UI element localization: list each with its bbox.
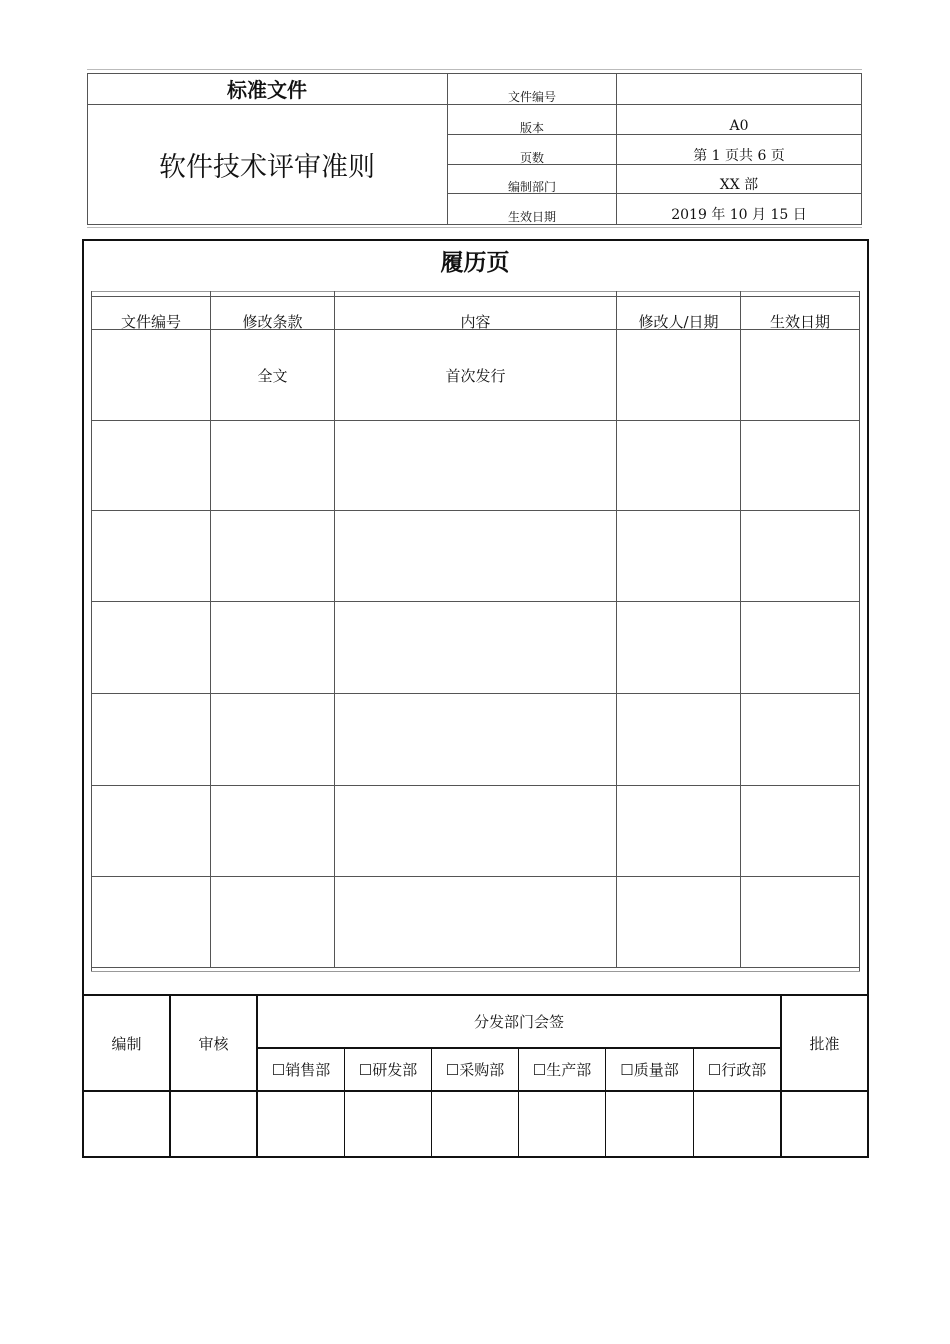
col-header-effective-date: 生效日期 (769, 312, 830, 331)
table-cell (741, 330, 859, 420)
value-pages: 第 1 页共 6 页 (693, 148, 785, 164)
col-header-doc-number: 文件编号 (120, 312, 181, 331)
value-department: XX 部 (719, 177, 759, 193)
label-effective-date: 生效日期 (507, 209, 556, 224)
table-cell: 首次发行 (445, 366, 506, 385)
col-header-clause: 修改条款 (242, 312, 303, 331)
dept-checkbox-sales[interactable]: ☐销售部 (271, 1061, 331, 1079)
approve-label: 批准 (809, 1034, 840, 1053)
col-header-modifier-date: 修改人/日期 (638, 312, 719, 331)
review-label: 审核 (198, 1034, 229, 1053)
dept-checkbox-quality[interactable]: ☐质量部 (620, 1061, 679, 1079)
table-cell (92, 330, 210, 420)
label-department: 编制部门 (507, 179, 556, 194)
table-cell: 全文 (257, 366, 288, 385)
label-pages: 页数 (519, 150, 544, 165)
compile-label: 编制 (111, 1034, 142, 1053)
label-version: 版本 (519, 120, 544, 135)
value-effective-date: 2019 年 10 月 15 日 (671, 207, 807, 223)
dept-checkbox-purchasing[interactable]: ☐采购部 (445, 1061, 505, 1079)
dept-checkbox-admin[interactable]: ☐行政部 (707, 1061, 767, 1079)
dept-checkbox-rnd[interactable]: ☐研发部 (358, 1061, 418, 1079)
distribution-title: 分发部门会签 (473, 1013, 564, 1031)
doc-type-label: 标准文件 (227, 78, 307, 102)
value-doc-number (617, 82, 861, 110)
label-doc-number: 文件编号 (507, 89, 556, 104)
table-cell (617, 330, 740, 420)
dept-checkbox-production[interactable]: ☐生产部 (532, 1061, 592, 1079)
history-title: 履历页 (440, 249, 510, 276)
value-version: A0 (729, 118, 749, 134)
document-title: 软件技术评审准则 (159, 152, 375, 183)
col-header-content: 内容 (460, 312, 491, 331)
